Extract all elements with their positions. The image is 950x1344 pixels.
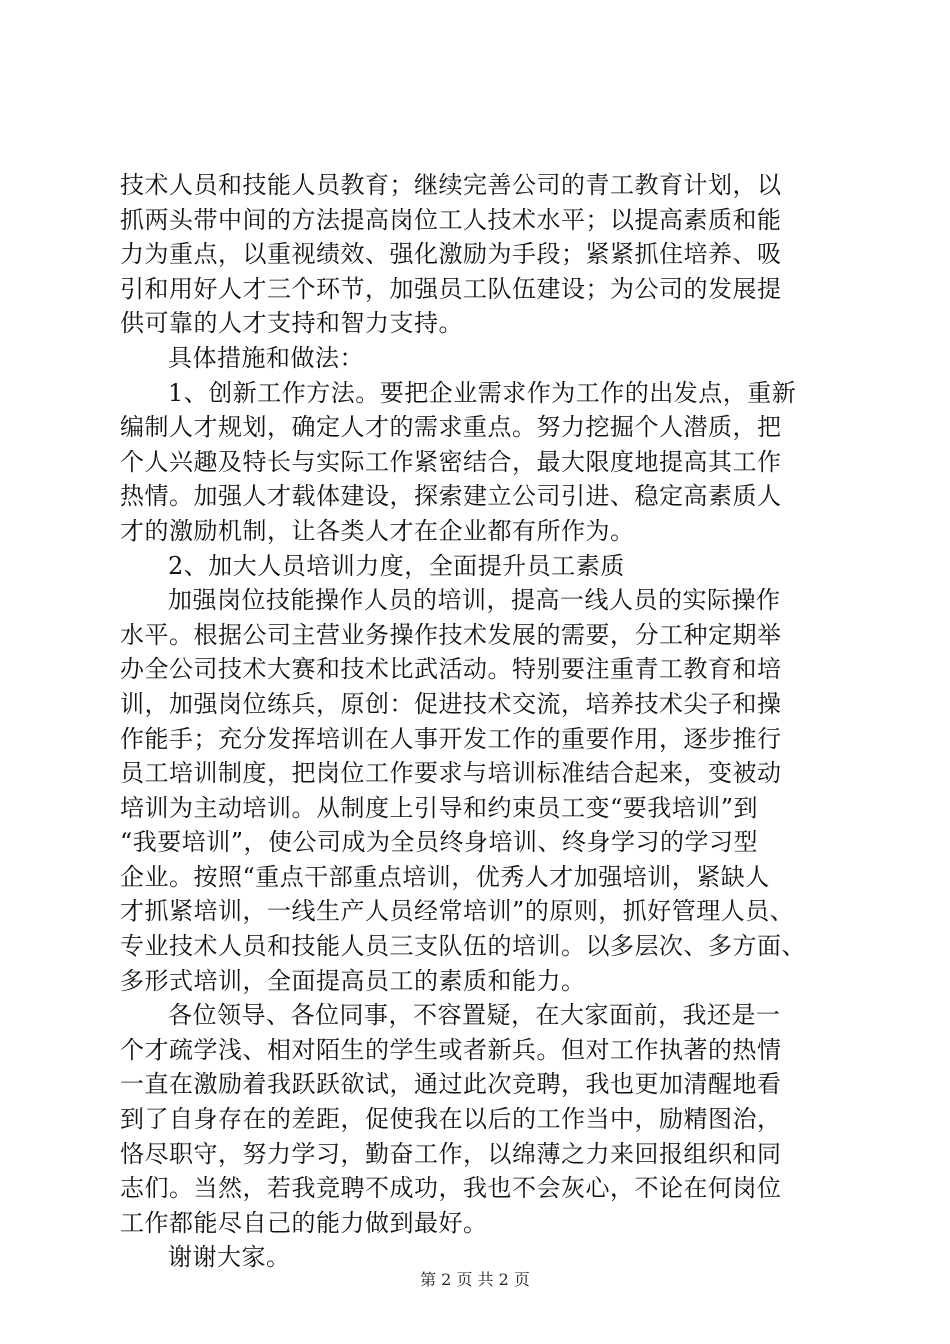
text-line: 办全公司技术大赛和技术比武活动。特别要注重青工教育和培 bbox=[120, 655, 782, 684]
text-line: 各位领导、各位同事，不容置疑，在大家面前，我还是一 bbox=[168, 1001, 781, 1030]
text-line: 训，加强岗位练兵，原创：促进技术交流，培养技术尖子和操 bbox=[120, 689, 782, 718]
text-line: 作能手；充分发挥培训在人事开发工作的重要作用，逐步推行 bbox=[120, 724, 782, 753]
text-line: 一直在激励着我跃跃欲试，通过此次竞聘，我也更加清醒地看 bbox=[120, 1070, 782, 1099]
text-line: 技术人员和技能人员教育；继续完善公司的青工教育计划，以 bbox=[120, 171, 782, 199]
text-line: 具体措施和做法： bbox=[168, 343, 364, 372]
text-line: 个人兴趣及特长与实际工作紧密结合，最大限度地提高其工作 bbox=[120, 447, 782, 476]
text-line: 2、加大人员培训力度，全面提升员工素质 bbox=[168, 551, 625, 580]
text-line: 1、创新工作方法。要把企业需求作为工作的出发点，重新 bbox=[168, 378, 797, 407]
page-footer bbox=[0, 1269, 950, 1291]
text-line: 谢谢大家。 bbox=[168, 1243, 291, 1272]
text-line: 力为重点，以重视绩效、强化激励为手段；紧紧抓住培养、吸 bbox=[120, 240, 782, 269]
text-line: 才的激励机制，让各类人才在企业都有所作为。 bbox=[120, 516, 635, 545]
page-number-label: 第 2 页 共 2 页 bbox=[420, 1270, 530, 1289]
text-line: 引和用好人才三个环节，加强员工队伍建设；为公司的发展提 bbox=[120, 274, 782, 303]
text-line: 恪尽职守，努力学习，勤奋工作，以绵薄之力来回报组织和同 bbox=[120, 1139, 782, 1168]
text-line: 到了自身存在的差距，促使我在以后的工作当中，励精图治， bbox=[120, 1105, 782, 1134]
text-line: “我要培训”，使公司成为全员终身培训、终身学习的学习型 bbox=[120, 828, 759, 857]
text-line: 培训为主动培训。从制度上引导和约束员工变“要我培训”到 bbox=[120, 793, 759, 822]
text-line: 才抓紧培训，一线生产人员经常培训”的原则，抓好管理人员、 bbox=[120, 897, 795, 926]
text-line: 热情。加强人才载体建设，探索建立公司引进、稳定高素质人 bbox=[120, 482, 782, 511]
text-line: 加强岗位技能操作人员的培训，提高一线人员的实际操作 bbox=[168, 586, 781, 615]
text-line: 供可靠的人才支持和智力支持。 bbox=[120, 309, 463, 338]
text-line: 专业技术人员和技能人员三支队伍的培训。以多层次、多方面、 bbox=[120, 932, 806, 961]
text-line: 工作都能尽自己的能力做到最好。 bbox=[120, 1208, 488, 1237]
text-line: 个才疏学浅、相对陌生的学生或者新兵。但对工作执著的热情 bbox=[120, 1035, 782, 1064]
document-body bbox=[120, 168, 840, 1275]
text-line: 员工培训制度，把岗位工作要求与培训标准结合起来，变被动 bbox=[120, 759, 782, 788]
text-line: 水平。根据公司主营业务操作技术发展的需要，分工种定期举 bbox=[120, 620, 782, 649]
text-line: 志们。当然，若我竞聘不成功，我也不会灰心，不论在何岗位 bbox=[120, 1174, 782, 1203]
text-line: 企业。按照“重点干部重点培训，优秀人才加强培训，紧缺人 bbox=[120, 862, 770, 891]
text-line: 编制人才规划，确定人才的需求重点。努力挖掘个人潜质，把 bbox=[120, 413, 782, 442]
text-line: 抓两头带中间的方法提高岗位工人技术水平；以提高素质和能 bbox=[120, 205, 782, 234]
text-line: 多形式培训，全面提高员工的素质和能力。 bbox=[120, 966, 586, 995]
